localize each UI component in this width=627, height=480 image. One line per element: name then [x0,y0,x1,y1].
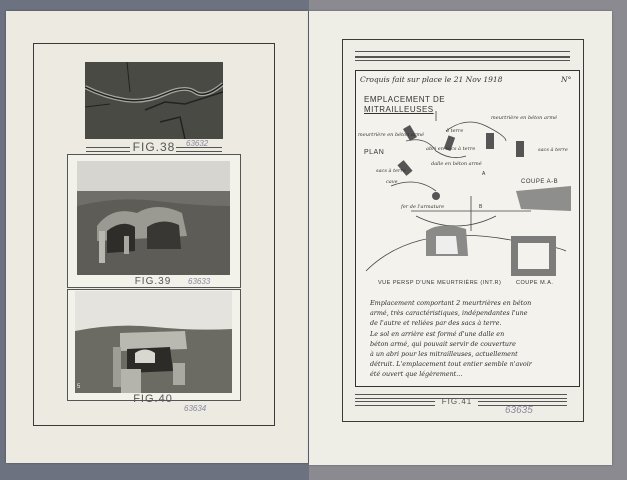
shelter-photo-graphic [77,161,230,275]
fig38-archive-number: 63632 [186,139,209,148]
label-coupe-ma: COUPE M.A. [516,280,554,286]
fig41-caption: FIG.41 [441,397,473,406]
label-meurtriere-left: meurtrière en béton armé [358,132,425,138]
fig40-caption: FIG.40 [133,393,173,405]
label-sacs-right: sacs à terre [538,147,568,153]
description-line: Emplacement comportant 2 meurtrières en béton [370,299,532,307]
description-line: de l'autre et reliées par des sacs à terre. [370,319,502,328]
description-line: à un abri pour les mitrailleuses, actuellement [370,350,518,359]
label-vue-persp: VUE PERSP D'UNE MEURTRIÈRE (INT.R) [378,280,502,286]
sketch-header: Croquis fait sur place le 21 Nov 1918 [360,75,503,84]
label-dalle: dalle en béton armé [431,161,482,167]
label-cave: cave [386,179,398,185]
fig39-archive-number: 63633 [188,277,211,286]
fig38-caption: FIG.38 [132,140,176,154]
emplacement-photo-graphic [75,291,232,393]
label-a-terre: à terre [446,128,464,134]
description-line: détruit. L'emplacement tout entier semble n'avoir [370,360,532,369]
trench-lines-graphic [85,62,223,139]
fig40-archive-number: 63634 [184,404,207,413]
sketch-number-label: N° [561,75,572,84]
fig41-rule-left [355,401,435,406]
description-line: armé, très caractéristiques, indépendantes l'une [370,309,528,318]
sketch-title-line1: EMPLACEMENT DE [364,95,446,104]
fig38-rule-left [86,147,130,152]
label-point-a: A [482,171,486,177]
plate-mark: 5 [77,384,81,390]
label-coupe-ab: COUPE A-B [521,179,559,185]
sketch-title-line2: MITRAILLEUSES [364,105,434,114]
label-abri: abri en sacs à terre [426,146,476,152]
fig41-archive-number: 63635 [505,405,533,416]
description-line: été ouvert que légèrement... [370,370,463,379]
top-double-rule-2 [355,56,570,61]
photo-fig39-shelter [77,161,230,275]
label-fer: fer de l'armature [401,204,445,210]
label-sacs-left: sacs à terre [376,168,406,174]
photo-fig40-emplacement [75,291,232,393]
description-line: béton armé, qui pouvait servir de couverture [370,339,516,348]
label-meurtriere-right: meurtrière en béton armé [491,115,558,121]
photo-fig38-trenches [85,62,223,139]
fig39-caption: FIG.39 [134,276,172,287]
description-line: Le sol en arrière est formé d'une dalle en [370,329,505,338]
label-plan: PLAN [364,149,385,156]
label-point-b: B [479,204,483,210]
description-paragraph [370,298,570,380]
